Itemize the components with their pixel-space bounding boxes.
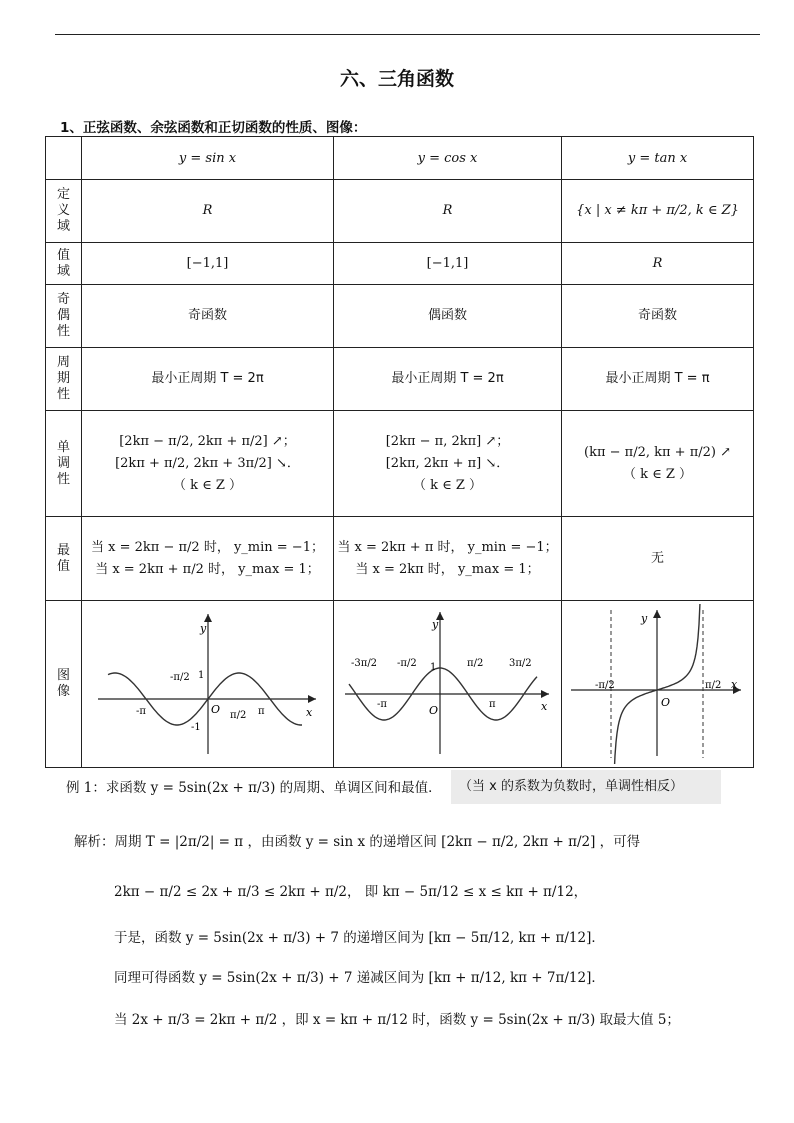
cell-text: R bbox=[442, 203, 453, 218]
cell-text: 奇函数 bbox=[637, 308, 677, 323]
cell-text: [−1,1] bbox=[186, 255, 229, 271]
cell-cos-extrema bbox=[334, 517, 562, 601]
tick-label: -π/2 bbox=[396, 658, 417, 669]
page-title: 六、三角函数 bbox=[339, 68, 454, 90]
y-axis-arrow-icon bbox=[653, 610, 661, 618]
origin-label: O bbox=[210, 703, 220, 716]
y-axis-arrow-icon bbox=[204, 614, 212, 622]
row-label bbox=[46, 285, 82, 348]
tick-label: -π/2 bbox=[594, 680, 615, 691]
row-label-char: 性 bbox=[56, 387, 70, 402]
tick-label: π bbox=[257, 706, 265, 717]
cell-sin-graph bbox=[82, 601, 334, 768]
row-period bbox=[46, 348, 754, 411]
x-axis-label: x bbox=[730, 678, 737, 691]
cell-text: [2kπ + π/2, 2kπ + 3π/2] ↘． bbox=[115, 455, 300, 471]
sin-graph bbox=[88, 604, 328, 764]
row-label-char: 期 bbox=[56, 371, 70, 386]
cell-text: 奇函数 bbox=[187, 308, 227, 323]
cell-sin-period bbox=[82, 348, 334, 411]
row-label bbox=[46, 517, 82, 601]
origin-label: O bbox=[428, 704, 438, 717]
y-axis-label: y bbox=[431, 618, 438, 631]
cell-tan-range bbox=[562, 243, 754, 285]
tick-label: -π bbox=[135, 706, 146, 717]
row-label bbox=[46, 243, 82, 285]
corner-cell bbox=[46, 137, 82, 180]
cell-sin-range bbox=[82, 243, 334, 285]
row-label-char: 定 bbox=[56, 187, 70, 202]
cell-text: R bbox=[202, 203, 213, 218]
cell-text: 最小正周期 T = π bbox=[605, 371, 710, 386]
solution-line-5: 当 2x + π/3 = 2kπ + π/2 ，即 x = kπ + π/12 时，函数 y = 5sin(2x + π/3) 取最大值 5； bbox=[114, 1012, 680, 1028]
x-axis-label: x bbox=[540, 700, 547, 713]
row-label bbox=[46, 601, 82, 768]
solution-line-4: 同理可得函数 y = 5sin(2x + π/3) + 7 递减区间为 [kπ + π/12, kπ + 7π/12]． bbox=[114, 970, 605, 986]
cell-cos-range bbox=[334, 243, 562, 285]
row-domain bbox=[46, 180, 754, 243]
cell-text: 当 x = 2kπ + π/2 时， y_max = 1； bbox=[95, 561, 320, 577]
header-cos: y = cos x bbox=[334, 137, 562, 180]
row-label-char: 性 bbox=[56, 471, 70, 487]
cell-text: [2kπ − π/2, 2kπ + π/2] ↗； bbox=[119, 433, 296, 449]
cos-graph bbox=[337, 604, 559, 764]
tick-label: -π bbox=[376, 699, 387, 710]
row-label-char: 值 bbox=[56, 558, 70, 574]
tick-label: π/2 bbox=[704, 680, 721, 691]
header-sin: y = sin x bbox=[82, 137, 334, 180]
row-label-char: 单 bbox=[56, 439, 70, 455]
cell-text: 当 x = 2kπ 时， y_max = 1； bbox=[355, 561, 540, 577]
cell-tan-parity bbox=[562, 285, 754, 348]
tick-label: -π/2 bbox=[169, 672, 190, 683]
cell-text: (kπ − π/2, kπ + π/2) ↗ bbox=[584, 444, 731, 460]
cell-cos-monotonicity bbox=[334, 411, 562, 517]
cell-sin-parity bbox=[82, 285, 334, 348]
tick-label: -1 bbox=[190, 722, 201, 733]
row-label-char: 域 bbox=[56, 219, 70, 234]
cell-cos-parity bbox=[334, 285, 562, 348]
example-1: 例 1：求函数 y = 5sin(2x + π/3) 的周期、单调区间和最值． bbox=[66, 780, 442, 796]
cell-cos-domain bbox=[334, 180, 562, 243]
cell-text: （ k ∈ Z ） bbox=[412, 477, 483, 493]
tick-label: π/2 bbox=[466, 658, 483, 669]
cell-sin-monotonicity bbox=[82, 411, 334, 517]
row-range bbox=[46, 243, 754, 285]
header-tan: y = tan x bbox=[562, 137, 754, 180]
cell-text: 偶函数 bbox=[427, 308, 467, 323]
tick-label: 1 bbox=[429, 662, 436, 673]
cell-sin-domain bbox=[82, 180, 334, 243]
example-note: （当 x 的系数为负数时，单调性相反） bbox=[451, 770, 721, 804]
cell-sin-extrema bbox=[82, 517, 334, 601]
cell-tan-monotonicity bbox=[562, 411, 754, 517]
cell-text: 最小正周期 T = 2π bbox=[151, 371, 264, 386]
row-label bbox=[46, 348, 82, 411]
x-axis-arrow-icon bbox=[308, 695, 316, 703]
row-label-char: 奇 bbox=[56, 292, 70, 307]
row-monotonicity bbox=[46, 411, 754, 517]
row-extrema bbox=[46, 517, 754, 601]
solution-line-3: 于是，函数 y = 5sin(2x + π/3) + 7 的递增区间为 [kπ − 5π/12, kπ + π/12]． bbox=[114, 930, 605, 946]
row-label bbox=[46, 180, 82, 243]
row-parity bbox=[46, 285, 754, 348]
tan-graph bbox=[565, 604, 751, 764]
row-label-char: 性 bbox=[56, 324, 70, 339]
row-graph bbox=[46, 601, 754, 768]
tick-label: π bbox=[488, 699, 496, 710]
y-axis-label: y bbox=[199, 622, 206, 635]
cell-cos-graph bbox=[334, 601, 562, 768]
cell-text: [2kπ, 2kπ + π] ↘． bbox=[385, 455, 510, 471]
x-axis-arrow-icon bbox=[541, 690, 549, 698]
cell-text: {x | x ≠ kπ + π/2, k ∈ Z} bbox=[576, 203, 739, 218]
tick-label: -3π/2 bbox=[350, 658, 377, 669]
cell-text: （ k ∈ Z ） bbox=[622, 466, 693, 482]
properties-table bbox=[45, 136, 754, 768]
cell-tan-graph bbox=[562, 601, 754, 768]
solution-line-1: 解析：周期 T = |2π/2| = π ，由函数 y = sin x 的递增区间 [2kπ − π/2, 2kπ + π/2] ，可得 bbox=[74, 834, 641, 850]
row-label-char: 最 bbox=[56, 542, 70, 558]
origin-label: O bbox=[660, 696, 670, 709]
cell-text: 最小正周期 T = 2π bbox=[391, 371, 504, 386]
tick-label: π/2 bbox=[229, 710, 246, 721]
row-label-char: 偶 bbox=[56, 308, 70, 323]
tick-label: 3π/2 bbox=[508, 658, 532, 669]
tick-label: 1 bbox=[197, 670, 204, 681]
section-title: 1、正弦函数、余弦函数和正切函数的性质、图像： bbox=[60, 120, 367, 136]
cell-text: [2kπ − π, 2kπ] ↗； bbox=[385, 433, 510, 449]
row-label-char: 义 bbox=[56, 203, 70, 218]
cell-cos-period bbox=[334, 348, 562, 411]
cell-text: （ k ∈ Z ） bbox=[172, 477, 243, 493]
cell-tan-period bbox=[562, 348, 754, 411]
y-axis-label: y bbox=[640, 612, 647, 625]
row-label bbox=[46, 411, 82, 517]
row-label-char: 调 bbox=[56, 455, 70, 471]
cell-text: 当 x = 2kπ + π 时， y_min = −1； bbox=[337, 539, 558, 555]
cell-text: R bbox=[652, 255, 663, 271]
row-label-char: 值 bbox=[56, 247, 70, 263]
cell-tan-domain bbox=[562, 180, 754, 243]
row-label-char: 域 bbox=[56, 263, 70, 279]
cell-text: [−1,1] bbox=[426, 255, 469, 271]
cell-text: 当 x = 2kπ − π/2 时， y_min = −1； bbox=[91, 539, 324, 555]
row-label-char: 周 bbox=[56, 355, 70, 370]
row-label-char: 图 bbox=[56, 668, 70, 683]
cell-tan-extrema bbox=[562, 517, 754, 601]
x-axis-label: x bbox=[305, 706, 312, 719]
header-rule bbox=[55, 34, 760, 35]
cell-text: 无 bbox=[650, 550, 664, 566]
row-label-char: 像 bbox=[56, 684, 70, 699]
solution-line-2: 2kπ − π/2 ≤ 2x + π/3 ≤ 2kπ + π/2， 即 kπ − 5π/12 ≤ x ≤ kπ + π/12， bbox=[114, 884, 588, 900]
table-header-row bbox=[46, 137, 754, 180]
